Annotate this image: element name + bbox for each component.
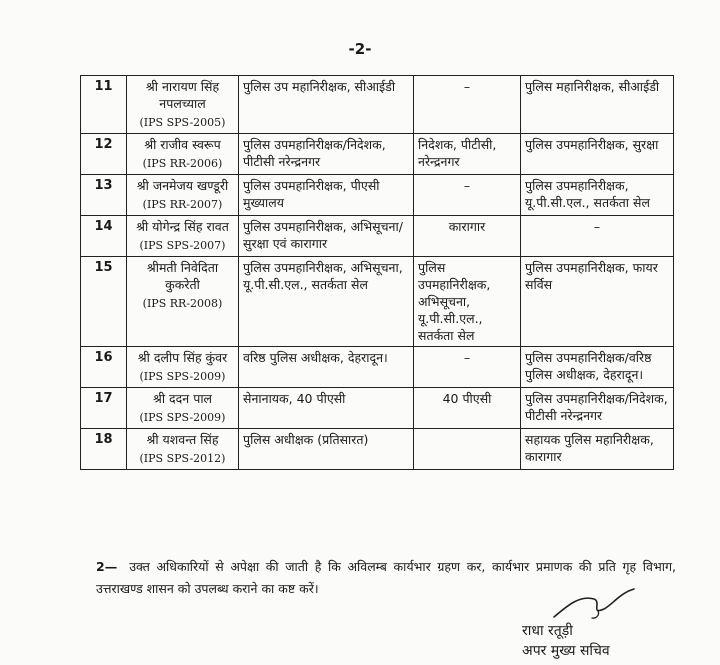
additional-charge-cell: – <box>414 76 521 134</box>
table-row <box>81 257 674 347</box>
table-row <box>81 429 674 470</box>
table-row <box>81 175 674 216</box>
table-row <box>81 76 674 134</box>
officer-name: श्री ददन पाल <box>152 391 213 406</box>
officer-name-cell <box>127 257 239 347</box>
officer-name-cell <box>127 175 239 216</box>
handwritten-signature <box>550 585 640 625</box>
additional-charge-cell <box>414 429 521 470</box>
paragraph-number: 2— <box>96 559 118 574</box>
new-posting-cell: – <box>521 216 674 257</box>
serial-number-cell: 17 <box>81 388 127 429</box>
officer-service-batch: (IPS SPS-2009) <box>139 411 226 424</box>
serial-number-cell: 11 <box>81 76 127 134</box>
serial-number-cell: 16 <box>81 347 127 388</box>
current-posting-cell: सेनानायक, 40 पीएसी <box>239 388 414 429</box>
new-posting-cell: पुलिस उपमहानिरीक्षक, फायर सर्विस <box>521 257 674 347</box>
new-posting-cell: सहायक पुलिस महानिरीक्षक, कारागार <box>521 429 674 470</box>
new-posting-cell: पुलिस उपमहानिरीक्षक/वरिष्ठ पुलिस अधीक्षक, देहरादून। <box>521 347 674 388</box>
signatory-designation: अपर मुख्य सचिव <box>522 643 610 659</box>
officer-name: श्री नारायण सिंह नपलच्याल <box>145 79 220 111</box>
officer-name: श्रीमती निवेदिता कुकरेती <box>146 260 219 292</box>
officer-service-batch: (IPS RR-2006) <box>142 157 223 170</box>
current-posting-cell: पुलिस उपमहानिरीक्षक, अभिसूचना, यू.पी.सी.एल., सतर्कता सेल <box>239 257 414 347</box>
officer-service-batch: (IPS SPS-2007) <box>139 239 226 252</box>
officer-service-batch: (IPS RR-2007) <box>142 198 223 211</box>
officer-name-cell <box>127 76 239 134</box>
current-posting-cell: पुलिस उपमहानिरीक्षक, अभिसूचना/सुरक्षा एवं कारागार <box>239 216 414 257</box>
signatory <box>522 621 610 661</box>
new-posting-cell: पुलिस उपमहानिरीक्षक, सुरक्षा <box>521 134 674 175</box>
table-row <box>81 216 674 257</box>
additional-charge-cell: निदेशक, पीटीसी, नरेन्द्रनगर <box>414 134 521 175</box>
table-row <box>81 134 674 175</box>
officer-service-batch: (IPS SPS-2012) <box>139 452 226 465</box>
additional-charge-cell: पुलिस उपमहानिरीक्षक, अभिसूचना, यू.पी.सी.एल., सतर्कता सेल <box>414 257 521 347</box>
additional-charge-cell: 40 पीएसी <box>414 388 521 429</box>
serial-number-cell: 12 <box>81 134 127 175</box>
officer-name-cell <box>127 347 239 388</box>
additional-charge-cell: कारागार <box>414 216 521 257</box>
officer-name: श्री राजीव स्वरूप <box>144 137 221 152</box>
officer-name: श्री योगेन्द्र सिंह रावत <box>136 219 229 234</box>
signatory-name: राधा रतूड़ी <box>522 623 573 639</box>
new-posting-cell: पुलिस उपमहानिरीक्षक/निदेशक, पीटीसी नरेन्द्रनगर <box>521 388 674 429</box>
officer-name: श्री यशवन्त सिंह <box>146 432 219 447</box>
serial-number-cell: 13 <box>81 175 127 216</box>
officer-name: श्री दलीप सिंह कुंवर <box>137 350 228 365</box>
current-posting-cell: पुलिस उपमहानिरीक्षक/निदेशक, पीटीसी नरेन्द्रनगर <box>239 134 414 175</box>
current-posting-cell: पुलिस उप महानिरीक्षक, सीआईडी <box>239 76 414 134</box>
current-posting-cell: पुलिस उपमहानिरीक्षक, पीएसी मुख्यालय <box>239 175 414 216</box>
paragraph-text: उक्त अधिकारियों से अपेक्षा की जाती है कि अविलम्ब कार्यभार ग्रहण कर, कार्यभार प्रमाणक की प्रति गृह विभाग, उत्तराखण्ड शासन को उपलब्ध कराने का कष्ट करें। <box>96 559 676 596</box>
additional-charge-cell: – <box>414 175 521 216</box>
new-posting-cell: पुलिस उपमहानिरीक्षक, यू.पी.सी.एल., सतर्कता सेल <box>521 175 674 216</box>
officer-service-batch: (IPS SPS-2009) <box>139 370 226 383</box>
transfer-table <box>80 75 674 470</box>
table-row <box>81 388 674 429</box>
officer-name-cell <box>127 216 239 257</box>
current-posting-cell: पुलिस अधीक्षक (प्रतिसारत) <box>239 429 414 470</box>
signature-block <box>510 585 650 665</box>
serial-number-cell: 18 <box>81 429 127 470</box>
officer-service-batch: (IPS RR-2008) <box>142 297 223 310</box>
officer-name: श्री जनमेजय खण्डूरी <box>136 178 229 193</box>
page-number: -2- <box>348 40 372 58</box>
officer-name-cell <box>127 429 239 470</box>
serial-number-cell: 15 <box>81 257 127 347</box>
officer-service-batch: (IPS SPS-2005) <box>139 116 226 129</box>
officer-name-cell <box>127 134 239 175</box>
serial-number-cell: 14 <box>81 216 127 257</box>
additional-charge-cell: – <box>414 347 521 388</box>
officer-name-cell <box>127 388 239 429</box>
current-posting-cell: वरिष्ठ पुलिस अधीक्षक, देहरादून। <box>239 347 414 388</box>
transfer-table-body <box>81 76 674 470</box>
table-row <box>81 347 674 388</box>
new-posting-cell: पुलिस महानिरीक्षक, सीआईडी <box>521 76 674 134</box>
